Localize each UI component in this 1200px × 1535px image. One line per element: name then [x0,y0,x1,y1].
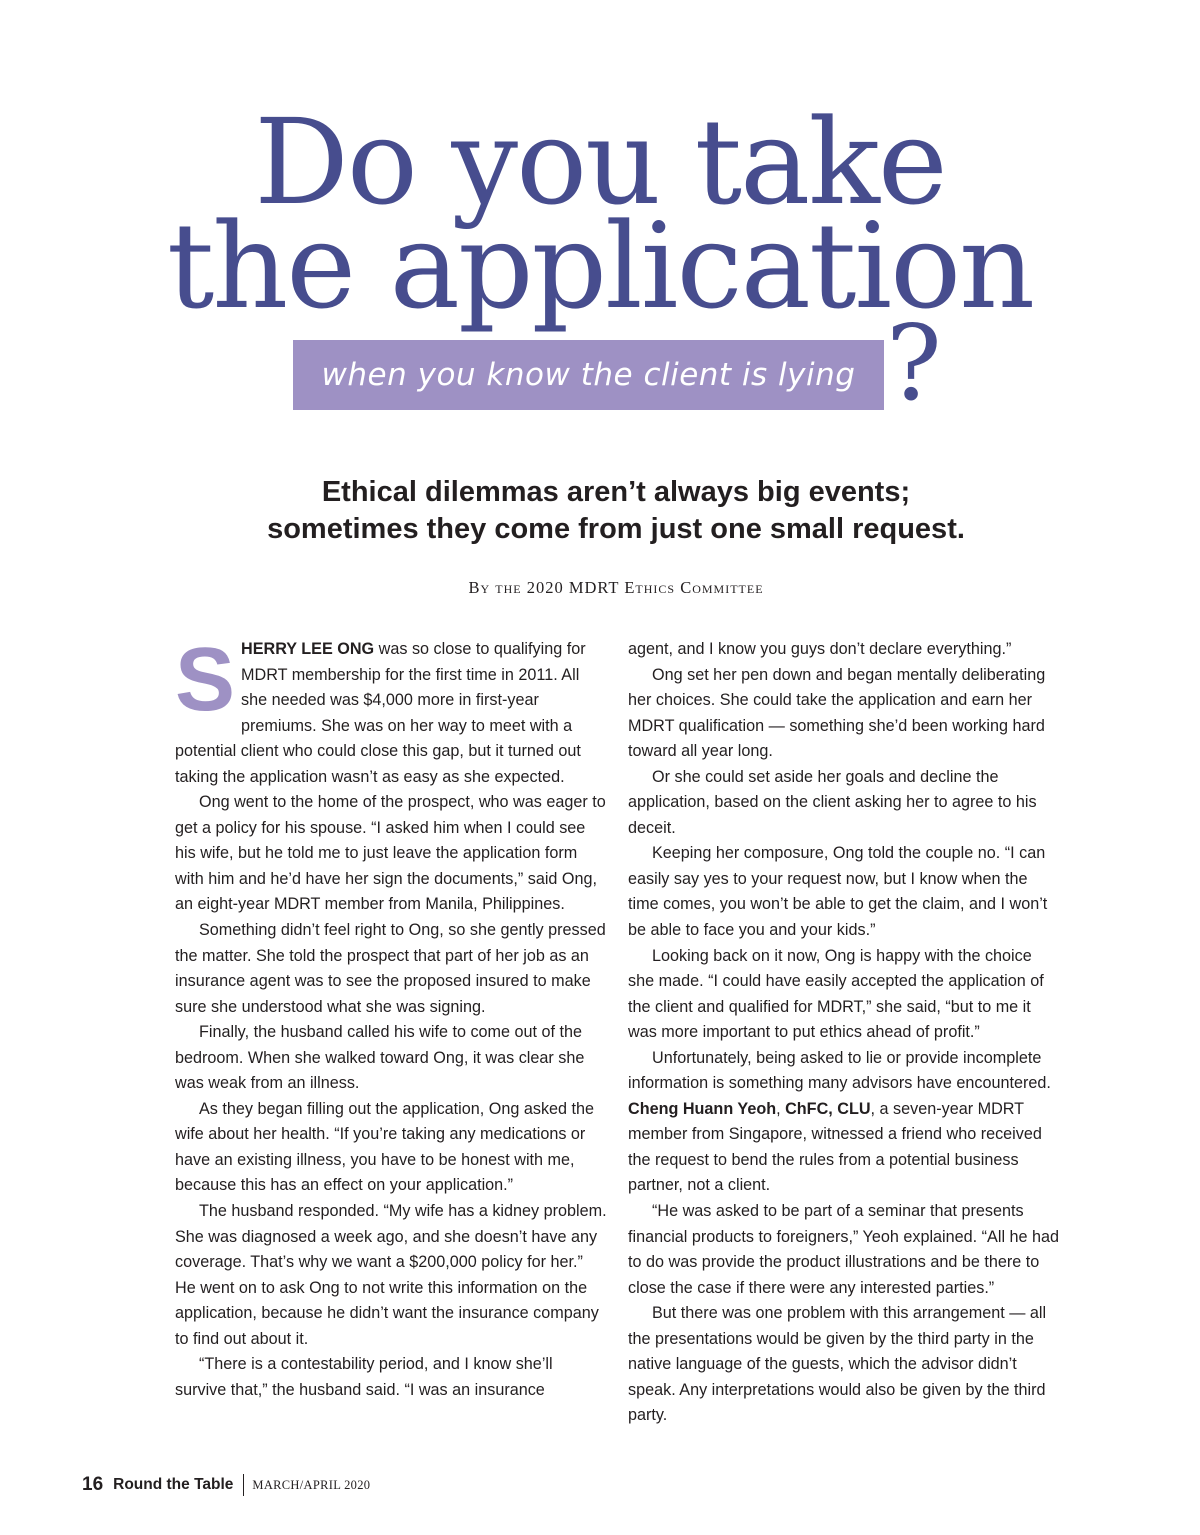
paragraph: But there was one problem with this arrangement — all the presentations would be given by the third party in the native language of the guests, which the advisor didn’t speak. Any interpretations would also be given by the third party. [628,1304,1047,1425]
subhead-text: when you know the client is lying [321,357,856,393]
headline-line-1: Do you take [254,93,946,231]
person-name: Cheng Huann Yeoh [628,1099,777,1118]
paragraph-text: was so close to qualifying for MDRT membership for the first time in 2011. All she needed was $4,000 more in first-year premiums. She was on her way to meet with a potential client who could close this gap, but it turned out taking the application wasn’t as easy as she expected. [175,640,586,786]
separator: , [776,1099,786,1118]
lead-name: HERRY LEE ONG [241,640,375,658]
drop-cap: S [175,630,236,730]
deck-line-1: Ethical dilemmas aren’t always big events; [321,476,911,508]
person-credentials: ChFC, CLU [785,1099,871,1118]
paragraph: Finally, the husband called his wife to come out of the bedroom. When she walked toward Ong, it was clear she was weak from an illness. [175,1023,585,1093]
paragraph [628,1046,1060,1199]
paragraph: “He was asked to be part of a seminar that presents financial products to foreigners,” Yeoh explained. “All he had to do was provide the product illustrations and be there to close the case if there were any interested parties.” [628,1202,1060,1297]
paragraph [175,630,607,790]
paragraph: Keeping her composure, Ong told the couple no. “I can easily say yes to your request now, but I know when the time comes, you won’t be able to get the claim, and I won’t be able to face you and your kids.” [628,844,1048,940]
paragraph: Something didn’t feel right to Ong, so she gently pressed the matter. She told the prospect that part of her job as an insurance agent was to see the proposed insured to make sure she understood what she was signing. [175,921,606,1016]
page-footer [82,1474,370,1496]
paragraph: agent, and I know you guys don’t declare everything.” [628,640,1012,658]
subhead-bar [293,340,884,410]
article-column-right [628,637,1060,1429]
paragraph-text: , a seven-year MDRT member from Singapore, witnessed a friend who received the request to bend the rules from a potential business partner, not a client. [628,1099,1042,1195]
paragraph-text: Unfortunately, being asked to lie or provide incomplete information is something many advisors have encountered. [628,1048,1051,1093]
paragraph: Ong set her pen down and began mentally deliberating her choices. She could take the application and earn her MDRT qualification — something she’d been working hard toward all year long. [628,665,1046,761]
footer-divider [243,1474,244,1496]
paragraph: “There is a contestability period, and I know she’ll survive that,” the husband said. “I was an insurance [175,1355,553,1399]
question-mark: ? [886,302,942,424]
deck [0,474,1200,548]
paragraph: Ong went to the home of the prospect, who was eager to get a policy for his spouse. “I asked him when I could see his wife, but he told me to just leave the application form with him and he’d have her sign the documents,” said Ong, an eight-year MDRT member from Manila, Philippines. [175,793,606,914]
article-column-left [175,630,607,1403]
headline-line-2: the application [166,197,1034,335]
paragraph: As they began filling out the application, Ong asked the wife about her health. “If you’re taking any medications or have an existing illness, you have to be honest with me, because this has an effect on your application.” [175,1099,595,1195]
issue-date: MARCH/APRIL 2020 [252,1477,371,1492]
deck-line-2: sometimes they come from just one small request. [267,513,965,545]
paragraph: Or she could set aside her goals and decline the application, based on the client asking her to agree to his deceit. [628,767,1037,837]
paragraph: Looking back on it now, Ong is happy with the choice she made. “I could have easily accepted the application of the client and qualified for MDRT,” she said, “but to me it was more important to put ethics ahead of profit.” [628,946,1044,1042]
byline: By the 2020 MDRT Ethics Committee [468,578,764,597]
page-number: 16 [82,1474,104,1495]
paragraph: The husband responded. “My wife has a kidney problem. She was diagnosed a week ago, and she doesn’t have any coverage. That’s why we want a $200,000 policy for her.” He went on to ask Ong to not write this information on the application, because he didn’t want the insurance company to find out about it. [175,1202,607,1348]
magazine-title: Round the Table [113,1476,234,1493]
